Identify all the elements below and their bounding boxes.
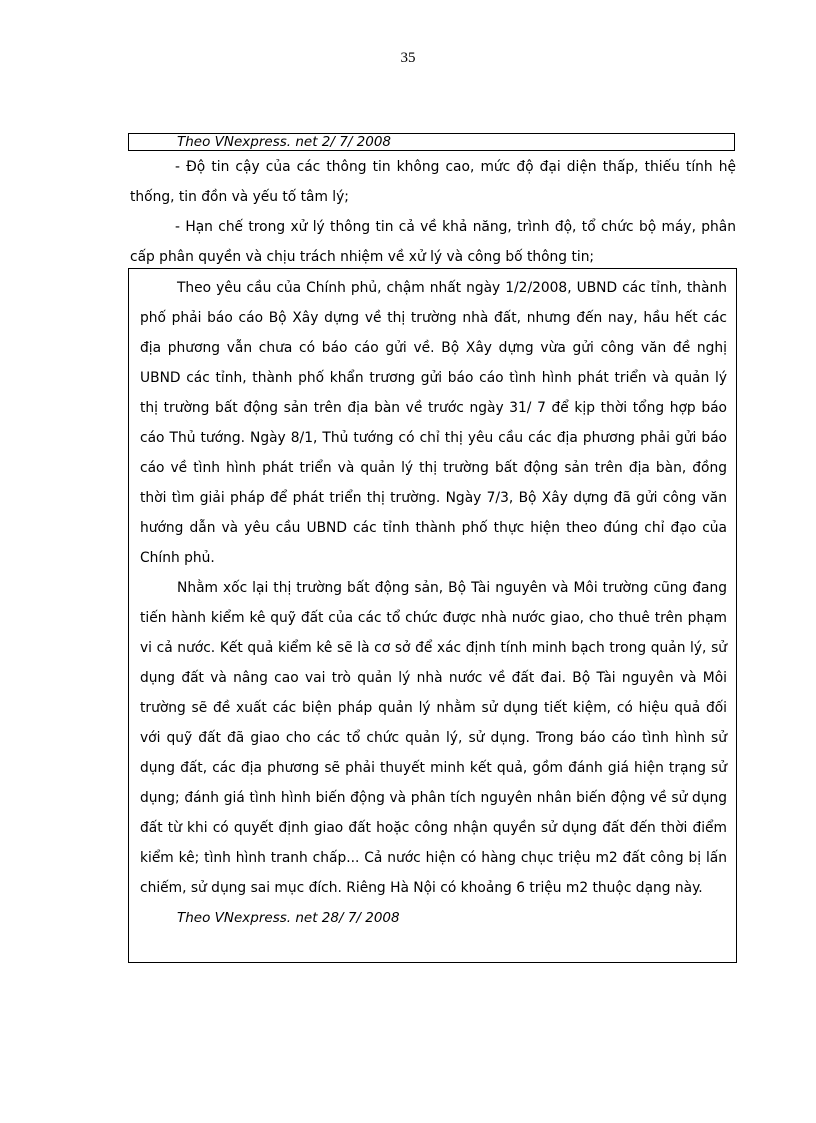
source-citation-top: Theo VNexpress. net 2/ 7/ 2008 [177, 134, 392, 150]
quote-paragraph-2: Nhằm xốc lại thị trường bất động sản, Bộ Tài nguyên và Môi trường cũng đang tiến hành kiểm kê quỹ đất của các tổ chức được nhà nước giao, cho thuê trên phạm vi cả nước. Kết quả kiểm kê sẽ là cơ sở để xác định tính minh bạch trong quản lý, sử dụng đất và nâng cao vai trò quản lý nhà nước về đất đai. Bộ Tài nguyên và Môi trường sẽ đề xuất các biện pháp quản lý nhằm sử dụng tiết kiệm, có hiệu quả đối với quỹ đất đã giao cho các tổ chức quản lý, sử dụng. Trong báo cáo tình hình sử dụng đất, các địa phương sẽ phải thuyết minh kết quả, gồm đánh giá hiện trạng sử dụng; đánh giá tình hình biến động và phân tích nguyên nhân biến động về sử dụng đất từ khi có quyết định giao đất hoặc công nhận quyền sử dụng đất đến thời điểm kiểm kê; tình hình tranh chấp... Cả nước hiện có hàng chục triệu m2 đất công bị lấn chiếm, sử dụng sai mục đích. Riêng Hà Nội có khoảng 6 triệu m2 thuộc dạng này. [140, 580, 727, 896]
source-citation-bottom: Theo VNexpress. net 28/ 7/ 2008 [177, 910, 400, 926]
intro-list [130, 152, 736, 272]
page-number: 35 [400, 50, 416, 66]
intro-item-limitations: - Hạn chế trong xử lý thông tin cả về khả năng, trình độ, tổ chức bộ máy, phân cấp phân quyền và chịu trách nhiệm về xử lý và công bố thông tin; [130, 219, 736, 265]
quoted-article-box [128, 268, 737, 963]
source-citation-box-top [128, 133, 735, 151]
intro-item-reliability: - Độ tin cậy của các thông tin không cao, mức độ đại diện thấp, thiếu tính hệ thống, tin đồn và yếu tố tâm lý; [130, 159, 736, 205]
quote-paragraph-1: Theo yêu cầu của Chính phủ, chậm nhất ngày 1/2/2008, UBND các tỉnh, thành phố phải báo cáo Bộ Xây dựng về thị trường nhà đất, nhưng đến nay, hầu hết các địa phương vẫn chưa có báo cáo gửi về. Bộ Xây dựng vừa gửi công văn đề nghị UBND các tỉnh, thành phố khẩn trương gửi báo cáo tình hình phát triển và quản lý thị trường bất động sản trên địa bàn về trước ngày 31/ 7 để kịp thời tổng hợp báo cáo Thủ tướng. Ngày 8/1, Thủ tướng có chỉ thị yêu cầu các địa phương phải gửi báo cáo về tình hình phát triển và quản lý thị trường bất động sản trên địa bàn, đồng thời tìm giải pháp để phát triển thị trường. Ngày 7/3, Bộ Xây dựng đã gửi công văn hướng dẫn và yêu cầu UBND các tỉnh thành phố thực hiện theo đúng chỉ đạo của Chính phủ. [140, 280, 727, 566]
